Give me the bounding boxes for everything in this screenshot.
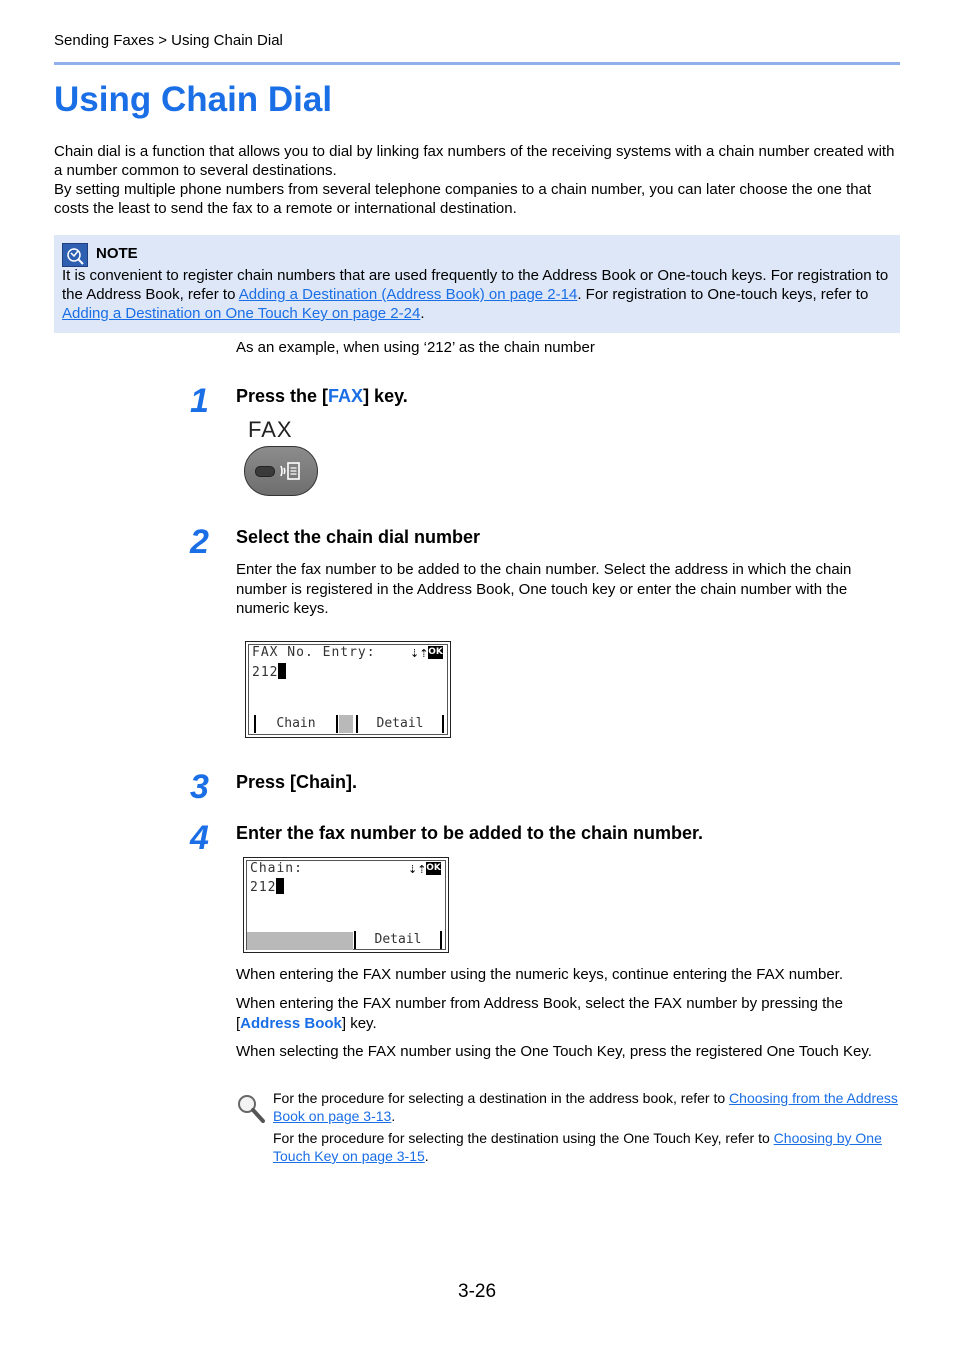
step-body-part: When entering the FAX number from Address Book, select the FAX number by pressing the [ (236, 995, 843, 1032)
intro-text (54, 142, 902, 218)
navigation-arrows-icon: ⇣⇡ (410, 647, 429, 660)
step-title: Enter the fax number to be added to the chain number. (236, 823, 704, 843)
text-cursor (276, 878, 284, 894)
fax-key-name: FAX (328, 386, 364, 406)
address-book-key-name: Address Book (240, 1014, 342, 1032)
note-text-part: . For registration to One-touch keys, refer to (577, 286, 869, 303)
step-number: 4 (190, 819, 209, 857)
fax-icon (279, 460, 301, 482)
lcd-title: Chain: (250, 861, 303, 876)
note-label: NOTE (96, 245, 138, 262)
text-cursor (278, 663, 286, 679)
ok-icon: OK (426, 863, 441, 873)
softkey-blank (247, 932, 353, 950)
note-text-part: It is convenient to register chain numbers that are used frequently to the Address Book or One-touch keys. For registration to the Address Book, refer to (62, 267, 889, 303)
softkey-detail[interactable]: Detail (354, 931, 442, 949)
lcd-value (250, 878, 284, 895)
step-title: Select the chain dial number (236, 527, 481, 547)
step-title-part: Press the [ (236, 386, 329, 406)
link-adding-destination-address-book[interactable]: Adding a Destination (Address Book) on page 2-14 (238, 286, 578, 303)
reference-text-part: . (424, 1148, 429, 1164)
note-text-part: . (420, 305, 425, 322)
step-body: Enter the fax number to be added to the chain number. Select the address in which the chain number is registered in the Address Book, One touch key or enter the chain number with the numeric keys. (236, 561, 852, 617)
breadcrumb: Sending Faxes > Using Chain Dial (54, 32, 283, 49)
step-number: 2 (190, 523, 209, 561)
reference-text-part: . (391, 1108, 396, 1124)
intro-paragraph-2: By setting multiple phone numbers from several telephone companies to a chain number, you can later choose the one that costs the least to send the fax to a remote or international destination. (54, 181, 872, 217)
reference-text-part: For the procedure for selecting the destination using the One Touch Key, refer to (273, 1130, 774, 1146)
step-title-part: ] key. (363, 386, 408, 406)
step-body (236, 994, 900, 1033)
step-number: 3 (190, 768, 209, 806)
ok-icon: OK (428, 647, 443, 657)
link-adding-destination-one-touch-key[interactable]: Adding a Destination on One Touch Key on page 2-24 (62, 305, 421, 322)
fax-key-button[interactable] (244, 446, 318, 496)
note-text (62, 266, 896, 323)
intro-paragraph-1: Chain dial is a function that allows you to dial by linking fax numbers of the receiving systems with a chain number created with a number common to several destinations. (54, 143, 895, 179)
step-body-part: ] key. (341, 1014, 377, 1032)
example-text: As an example, when using ‘212’ as the chain number (236, 339, 595, 356)
step-body: When selecting the FAX number using the One Touch Key, press the registered One Touch Key. (236, 1043, 872, 1060)
magnifier-reference-icon (236, 1093, 266, 1125)
lcd-title: FAX No. Entry: (252, 645, 376, 660)
reference-text-part: For the procedure for selecting a destination in the address book, refer to (273, 1090, 730, 1106)
link-choosing-from-address-book[interactable]: Choosing from the Address Book on page 3-13 (273, 1090, 898, 1124)
navigation-arrows-icon: ⇣⇡ (408, 863, 427, 876)
lcd-value-text: 212 (250, 880, 277, 895)
step-number: 1 (190, 382, 209, 420)
lcd-screen-fax-entry (245, 641, 451, 738)
lcd-screen-chain (243, 857, 449, 953)
lcd-value-text: 212 (252, 665, 279, 680)
page-number: 3-26 (458, 1281, 497, 1302)
softkey-chain[interactable]: Chain (254, 715, 338, 733)
fax-key-label: FAX (248, 417, 293, 442)
note-icon (62, 243, 88, 267)
lcd-value (252, 663, 286, 680)
page-title: Using Chain Dial (54, 80, 333, 119)
fax-lamp (255, 466, 275, 477)
reference-text (273, 1089, 901, 1125)
softkey-detail[interactable]: Detail (356, 715, 444, 733)
step-title (236, 386, 408, 407)
header-rule (54, 62, 900, 65)
reference-text (273, 1129, 901, 1165)
step-title: Press [Chain]. (236, 772, 358, 792)
softkey-divider (339, 715, 353, 733)
step-body: When entering the FAX number using the numeric keys, continue entering the FAX number. (236, 966, 844, 983)
link-choosing-by-one-touch-key[interactable]: Choosing by One Touch Key on page 3-15 (273, 1130, 882, 1164)
